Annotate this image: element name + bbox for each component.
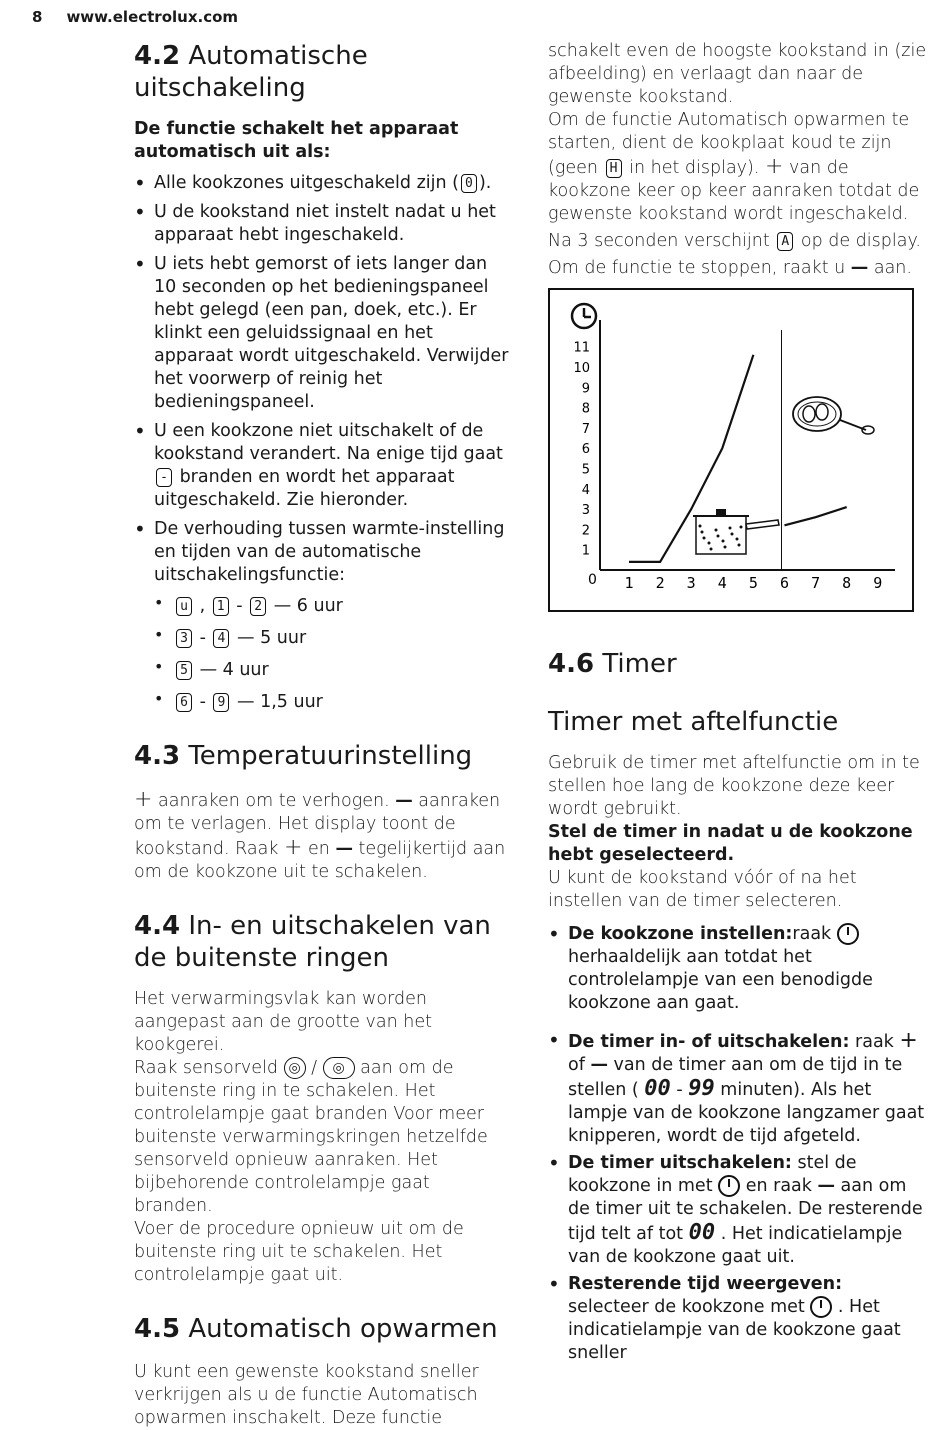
s46-p1: Gebruik de timer met aftelfunctie om in te stellen hoe lang de kookzone deze keer wordt gebruikt.: [548, 753, 920, 819]
text: in het display).: [623, 158, 765, 178]
series-line: [785, 507, 847, 525]
level-symbol-icon: 4: [213, 629, 229, 648]
section-number: 4.4: [134, 911, 181, 941]
section-4-4-heading: [134, 910, 512, 974]
section-4-3-heading: [134, 740, 512, 772]
zero-symbol-icon: 0: [461, 174, 477, 193]
y-tick-label: 10: [573, 361, 590, 376]
s44-p1: Het verwarmingsvlak kan worden aangepast aan de grootte van het kookgerei.: [134, 989, 432, 1055]
bubble: [701, 531, 704, 534]
minus-icon: —: [395, 791, 413, 811]
section-4-5-heading: [134, 1313, 512, 1345]
h-symbol-icon: H: [606, 159, 622, 178]
text: van de timer aan om de tijd in te stellen (: [568, 1055, 903, 1100]
section-title: Timer: [602, 649, 677, 679]
x-tick-label: 8: [842, 574, 852, 592]
list-item: [548, 1273, 928, 1365]
s46-subtitle: Timer met aftelfunctie: [548, 707, 839, 737]
frying-pan-icon: [793, 397, 874, 434]
x-tick-label: 7: [811, 574, 821, 592]
s45-p1-start: U kunt een gewenste kookstand sneller verkrijgen als u de functie Automatisch opwarmen inschakelt. Deze functie: [134, 1362, 479, 1428]
s46-list: [548, 923, 928, 1365]
section-number: 4.2: [134, 41, 181, 71]
text: herhaaldelijk aan totdat het controlelampje van een benodigde kookzone aan gaat.: [568, 947, 873, 1013]
s44-p3: Voer de procedure opnieuw uit om de buitenste ring uit te schakelen. Het controlelampje gaat uit.: [134, 1219, 464, 1285]
s42-list: [134, 172, 512, 587]
y-tick-label: 2: [581, 523, 590, 539]
page-number: 8: [32, 8, 43, 26]
time-text: — 1,5 uur: [231, 692, 323, 712]
y-tick-label: 11: [573, 340, 590, 356]
text: . Het indicatielampje van de kookzone gaat sneller: [568, 1297, 901, 1363]
timer-icon: [810, 1296, 832, 1318]
sublist-item: [154, 659, 512, 682]
level-symbol-icon: 5: [176, 661, 192, 680]
a-symbol-icon: A: [777, 232, 793, 251]
text: raak: [792, 924, 837, 944]
text: selecteer de kookzone met: [568, 1297, 811, 1317]
minus-icon: —: [335, 839, 353, 859]
s42-sublist: [154, 595, 512, 714]
text: aan om de buitenste ring in te schakelen. Het controlelampje gaat branden Voor meer buitenste verwarmingskringen hetzelfde sensorveld opnieuw aanraken. Het bijbehorende controlelampje gaat branden.: [134, 1058, 488, 1216]
text: Om de functie Automatisch opwarmen te starten, dient de kookplaat koud te zijn (geen: [548, 110, 910, 178]
timer-icon: [837, 923, 859, 945]
y-tick-label: 9: [581, 381, 590, 397]
text: Om de functie te stoppen, raakt u: [548, 258, 851, 278]
text: raak: [849, 1032, 900, 1052]
plus-icon: +: [134, 787, 153, 812]
time-text: — 5 uur: [231, 628, 307, 648]
list-item: [548, 1029, 928, 1148]
text: Na 3 seconden verschijnt: [548, 231, 776, 251]
minus-icon: —: [817, 1176, 835, 1196]
sublist-item: [154, 627, 512, 650]
text: aan om de timer uit te schakelen. De resterende tijd telt af tot: [568, 1176, 923, 1244]
s45-p3: [548, 230, 928, 253]
bubble: [738, 544, 741, 547]
item-text: ).: [478, 173, 492, 193]
auto-heat-chart: [548, 288, 914, 612]
list-item: [134, 420, 512, 512]
oval-ring-sensor-icon: ◎: [323, 1057, 355, 1079]
text: -: [670, 1080, 689, 1100]
x-tick-label: 1: [624, 574, 634, 592]
y-tick-label: 7: [581, 421, 590, 437]
x-tick-label: 3: [686, 574, 696, 592]
level-symbol-icon: 6: [176, 693, 192, 712]
separator: ,: [194, 596, 211, 616]
zero-label: 0: [588, 572, 597, 588]
bubble: [724, 546, 727, 549]
x-tick-label: 9: [873, 574, 883, 592]
bold-label: De timer uitschakelen:: [568, 1153, 792, 1173]
bubble: [740, 526, 743, 529]
text: aanraken om te verhogen.: [152, 791, 396, 811]
s45-p1-continued: schakelt even de hoogste kookstand in (zie afbeelding) en verlaagt dan naar de gewenste kookstand.: [548, 41, 927, 107]
level-symbol-icon: 2: [250, 597, 266, 616]
left-column: [134, 40, 512, 1430]
x-tick-label: 5: [748, 574, 758, 592]
text: tegelijkertijd aan om de kookzone uit te schakelen.: [134, 839, 506, 882]
text: aanraken om te verlagen. Het display toont de kookstand. Raak: [134, 791, 501, 859]
text: en raak: [740, 1176, 818, 1196]
time-text: — 4 uur: [194, 660, 269, 680]
clock-icon: [572, 304, 596, 328]
list-item: [548, 923, 928, 1015]
list-item: • U de kookstand niet instelt nadat u het apparaat hebt ingeschakeld.: [134, 201, 512, 247]
y-tick-label: 4: [581, 482, 590, 498]
text: . Het indicatielampje van de kookzone gaat uit.: [568, 1224, 903, 1267]
section-title: Automatisch opwarmen: [188, 1314, 498, 1344]
section-number: 4.3: [134, 741, 181, 771]
text: op de display.: [795, 231, 921, 251]
item-text: branden en wordt het apparaat uitgeschakeld. Zie hieronder.: [154, 467, 455, 510]
list-item: • U iets hebt gemorst of iets langer dan 10 seconden op het bedieningspaneel hebt gelegd (een pan, doek, etc.). Er klinkt een geluidssignaal en het apparaat wordt uitgeschakeld. Verwijder het voorwerp of reinig het bedieningspaneel.: [134, 253, 512, 414]
item-text: U een kookzone niet uitschakelt of de kookstand verandert. Na enige tijd gaat: [154, 421, 503, 464]
bold-label: De kookzone instellen:: [568, 924, 793, 944]
text: stel de kookzone in met: [568, 1153, 857, 1196]
ring-sensor-icon: ◎: [284, 1057, 306, 1079]
time-text: — 6 uur: [268, 596, 343, 616]
plus-icon: +: [284, 835, 303, 860]
bubble: [708, 542, 711, 545]
section-4-6-heading: [548, 648, 928, 680]
item-text: Alle kookzones uitgeschakeld zijn (: [154, 173, 459, 193]
s44-p2: [134, 1057, 512, 1218]
x-tick-label: 2: [655, 574, 665, 592]
bubble: [731, 533, 734, 536]
s43-paragraph: [134, 788, 512, 884]
s45-p2: [548, 109, 928, 226]
x-tick-label: 4: [717, 574, 727, 592]
list-item: • De verhouding tussen warmte-instelling en tijden van de automatische uitschakelingsfunctie:: [134, 518, 512, 587]
level-symbol-icon: u: [176, 597, 192, 616]
text: aan.: [868, 258, 912, 278]
section-title: In- en uitschakelen van de buitenste ringen: [134, 911, 491, 973]
text: of: [568, 1055, 591, 1075]
plus-icon: +: [764, 154, 784, 179]
y-tick-label: 1: [581, 543, 590, 559]
s42-intro: De functie schakelt het apparaat automatisch uit als:: [134, 119, 459, 162]
level-symbol-icon: 3: [176, 629, 192, 648]
bubble: [715, 529, 718, 532]
y-tick-label: 5: [581, 462, 590, 478]
y-tick-label: 3: [581, 503, 590, 519]
y-tick-label: 6: [581, 442, 590, 458]
bubble: [703, 537, 706, 540]
pot-icon: [693, 509, 779, 554]
sublist-item: [154, 691, 512, 714]
bold-label: De timer in- of uitschakelen:: [568, 1032, 850, 1052]
bubble: [699, 525, 702, 528]
text: /: [305, 1058, 323, 1078]
sublist-item: [154, 595, 512, 618]
list-item: [134, 172, 512, 195]
page-header: [32, 8, 238, 26]
bubble: [717, 535, 720, 538]
right-column: [548, 40, 928, 1365]
chart-svg: [550, 290, 912, 610]
bubble: [736, 538, 739, 541]
bold-label: Resterende tijd weergeven:: [568, 1274, 843, 1294]
text: minuten). Als het lampje van de kookzone langzamer gaat knipperen, wordt de tijd afgeteld.: [568, 1080, 925, 1146]
section-title: Automatische uitschakeling: [134, 41, 368, 103]
list-item: [548, 1152, 928, 1269]
y-tick-label: 8: [581, 401, 590, 417]
s46-p2: Stel de timer in nadat u de kookzone hebt geselecteerd.: [548, 822, 913, 865]
level-symbol-icon: 1: [213, 597, 229, 616]
section-title: Temperatuurinstelling: [188, 741, 473, 771]
x-tick-label: 6: [779, 574, 790, 592]
timer-icon: [718, 1175, 740, 1197]
s45-p4: [548, 257, 928, 280]
display-digits: 00: [688, 1220, 716, 1245]
level-symbol-icon: 9: [213, 693, 229, 712]
text: en: [302, 839, 336, 859]
bubble: [722, 540, 725, 543]
separator: -: [194, 692, 212, 712]
text: van de kookzone keer op keer aanraken totdat de gewenste kookstand wordt ingeschakeld.: [548, 158, 920, 224]
text: Raak sensorveld: [134, 1058, 284, 1078]
plus-icon: +: [899, 1028, 918, 1053]
bubble: [729, 527, 732, 530]
display-digits: 99: [688, 1076, 715, 1101]
section-number: 4.5: [134, 1314, 181, 1344]
separator: -: [194, 628, 212, 648]
display-digits: 00: [644, 1076, 671, 1101]
section-4-2-heading: [134, 40, 512, 104]
section-number: 4.6: [548, 649, 595, 679]
separator: -: [230, 596, 249, 616]
dash-symbol-icon: -: [156, 468, 172, 487]
bubble: [710, 548, 713, 551]
s46-p3: U kunt de kookstand vóór of na het instellen van de timer selecteren.: [548, 868, 857, 911]
minus-icon: —: [850, 258, 869, 278]
minus-icon: —: [590, 1055, 608, 1075]
header-url: www.electrolux.com: [66, 8, 239, 26]
